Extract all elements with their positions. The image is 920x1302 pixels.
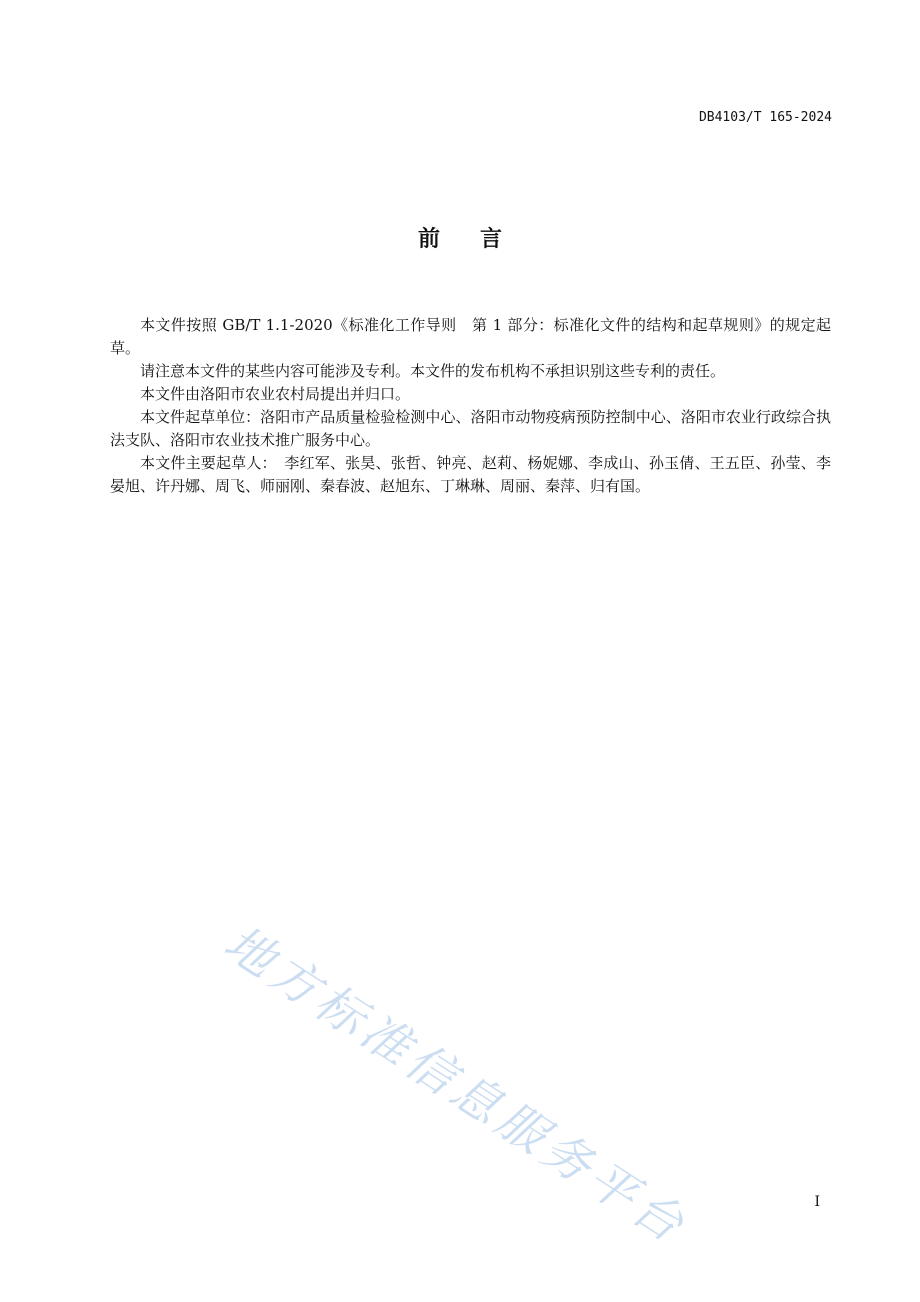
page-title: 前言 bbox=[417, 227, 542, 252]
page-number: I bbox=[814, 1194, 820, 1210]
watermark: 地方标准信息服务平台 bbox=[214, 914, 698, 1256]
paragraph-drafting-basis: 本文件按照 GB/T 1.1-2020《标准化工作导则 第 1 部分：标准化文件的结构和起草规则》的规定起草。 bbox=[110, 316, 831, 357]
foreword-body bbox=[110, 314, 831, 498]
paragraph-drafting-units: 本文件起草单位：洛阳市产品质量检验检测中心、洛阳市动物疫病预防控制中心、洛阳市农业行政综合执法支队、洛阳市农业技术推广服务中心。 bbox=[110, 408, 831, 449]
paragraph-proposer: 本文件由洛阳市农业农村局提出并归口。 bbox=[140, 385, 411, 403]
paragraph-patent-notice: 请注意本文件的某些内容可能涉及专利。本文件的发布机构不承担识别这些专利的责任。 bbox=[140, 362, 726, 380]
document-code: DB4103/T 165-2024 bbox=[698, 110, 832, 125]
paragraph-drafters: 本文件主要起草人： 李红军、张昊、张哲、钟亮、赵莉、杨妮娜、李成山、孙玉倩、王五臣、孙莹、李晏旭、许丹娜、周飞、师丽刚、秦春波、赵旭东、丁琳琳、周丽、秦萍、归有国。 bbox=[110, 454, 831, 495]
